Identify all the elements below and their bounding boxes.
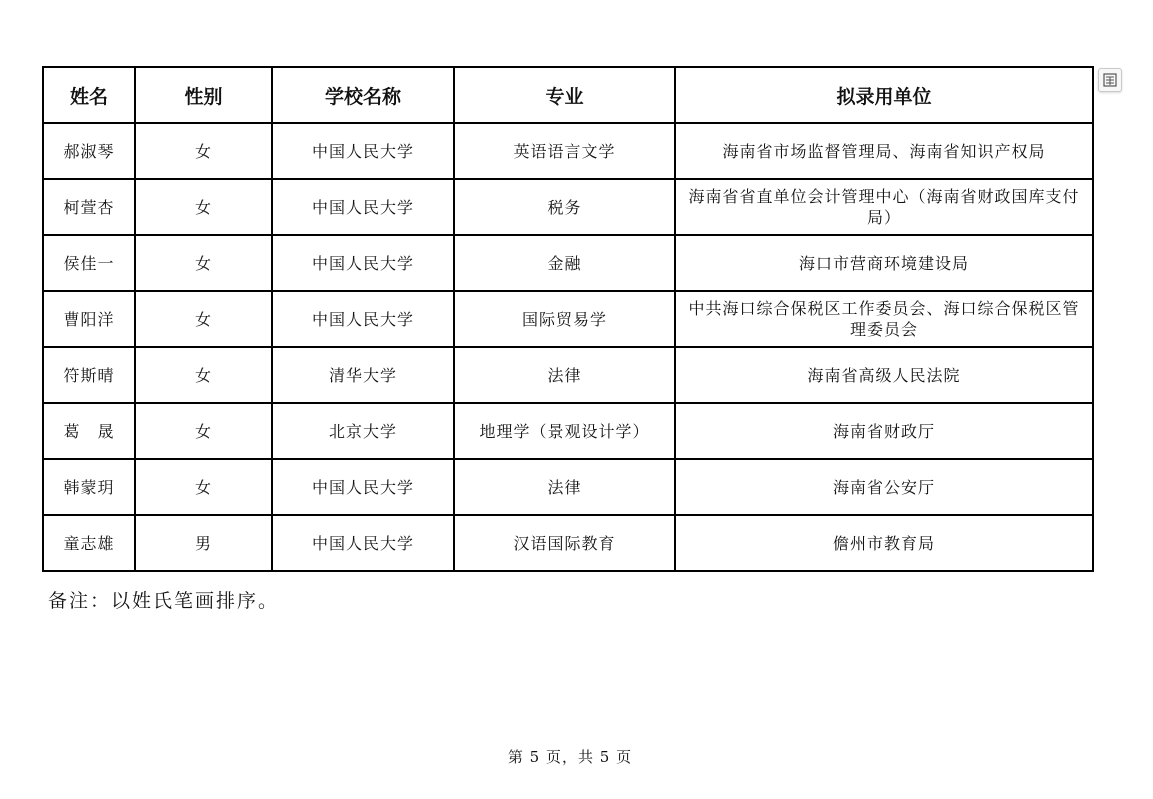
header-major: 专业 <box>454 67 675 123</box>
cell-gender: 女 <box>135 123 272 179</box>
table-row <box>43 403 1093 459</box>
cell-unit: 海南省公安厅 <box>675 459 1093 515</box>
cell-school: 中国人民大学 <box>272 235 454 291</box>
cell-name: 曹阳洋 <box>43 291 135 347</box>
cell-school: 清华大学 <box>272 347 454 403</box>
cell-gender: 男 <box>135 515 272 571</box>
cell-name: 韩蒙玥 <box>43 459 135 515</box>
cell-major: 国际贸易学 <box>454 291 675 347</box>
cell-major: 法律 <box>454 347 675 403</box>
cell-gender: 女 <box>135 459 272 515</box>
table-row <box>43 123 1093 179</box>
cell-name: 侯佳一 <box>43 235 135 291</box>
cell-name: 符斯晴 <box>43 347 135 403</box>
page-number: 第 5 页，共 5 页 <box>507 748 633 766</box>
cell-major: 英语语言文学 <box>454 123 675 179</box>
cell-name: 柯萱杏 <box>43 179 135 235</box>
cell-unit: 中共海口综合保税区工作委员会、海口综合保税区管理委员会 <box>675 291 1093 347</box>
document-view-icon-glyph <box>1103 73 1117 87</box>
table-row <box>43 235 1093 291</box>
cell-gender: 女 <box>135 347 272 403</box>
cell-gender: 女 <box>135 403 272 459</box>
cell-school: 北京大学 <box>272 403 454 459</box>
cell-name: 葛 晟 <box>43 403 135 459</box>
cell-major: 汉语国际教育 <box>454 515 675 571</box>
cell-unit: 海口市营商环境建设局 <box>675 235 1093 291</box>
cell-unit: 海南省高级人民法院 <box>675 347 1093 403</box>
cell-major: 金融 <box>454 235 675 291</box>
cell-school: 中国人民大学 <box>272 515 454 571</box>
cell-major: 地理学（景观设计学） <box>454 403 675 459</box>
table-row <box>43 291 1093 347</box>
table-row <box>43 459 1093 515</box>
cell-school: 中国人民大学 <box>272 179 454 235</box>
cell-unit: 海南省市场监督管理局、海南省知识产权局 <box>675 123 1093 179</box>
table-row <box>43 179 1093 235</box>
cell-unit: 海南省财政厅 <box>675 403 1093 459</box>
cell-gender: 女 <box>135 179 272 235</box>
cell-name: 郝淑琴 <box>43 123 135 179</box>
cell-unit: 儋州市教育局 <box>675 515 1093 571</box>
remark-note: 备注：以姓氏笔画排序。 <box>48 590 280 612</box>
cell-gender: 女 <box>135 291 272 347</box>
table-row <box>43 515 1093 571</box>
cell-name: 童志雄 <box>43 515 135 571</box>
cell-school: 中国人民大学 <box>272 291 454 347</box>
table-row <box>43 347 1093 403</box>
cell-major: 法律 <box>454 459 675 515</box>
header-school: 学校名称 <box>272 67 454 123</box>
document-view-icon[interactable] <box>1098 68 1122 92</box>
table-header-row <box>43 67 1093 123</box>
cell-school: 中国人民大学 <box>272 459 454 515</box>
cell-gender: 女 <box>135 235 272 291</box>
cell-major: 税务 <box>454 179 675 235</box>
header-gender: 性别 <box>135 67 272 123</box>
cell-school: 中国人民大学 <box>272 123 454 179</box>
header-name: 姓名 <box>43 67 135 123</box>
header-unit: 拟录用单位 <box>675 67 1093 123</box>
recruitment-table <box>42 66 1094 572</box>
cell-unit: 海南省省直单位会计管理中心（海南省财政国库支付局） <box>675 179 1093 235</box>
